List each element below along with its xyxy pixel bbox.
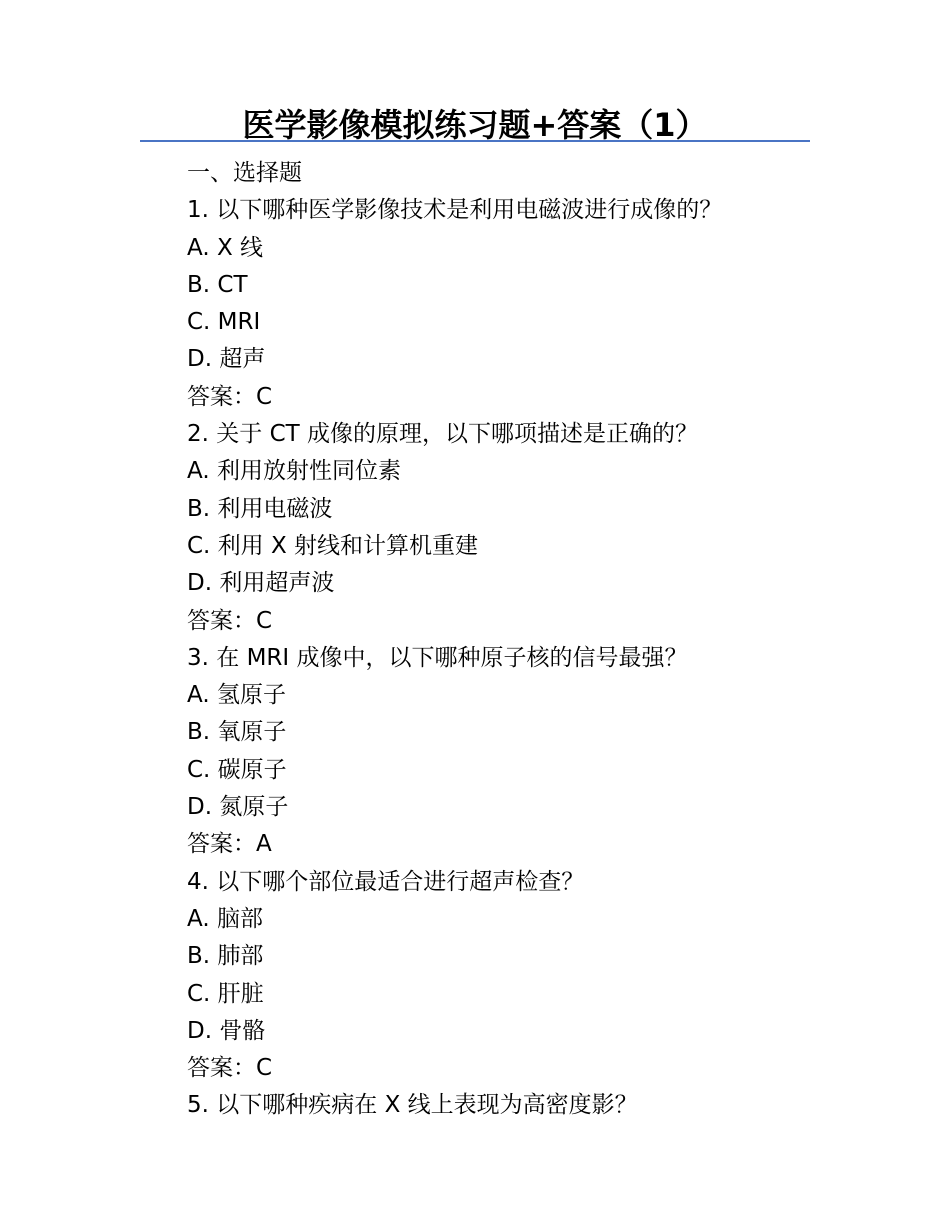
option-c: C. 利用 X 射线和计算机重建 bbox=[187, 532, 479, 559]
answer-line: 答案：C bbox=[187, 383, 273, 410]
option-a: A. 脑部 bbox=[187, 905, 263, 932]
page-title bbox=[140, 100, 810, 142]
option-b: B. CT bbox=[187, 271, 248, 298]
document-body bbox=[187, 155, 827, 1125]
option-d: D. 超声 bbox=[187, 346, 266, 373]
option-c: C. 肝脏 bbox=[187, 980, 264, 1007]
page-title-text: 医学影像模拟练习题+答案（1） bbox=[242, 106, 708, 144]
question-block bbox=[187, 1087, 827, 1124]
section-heading: 一、选择题 bbox=[187, 160, 302, 186]
question-stem: 1. 以下哪种医学影像技术是利用电磁波进行成像的？ bbox=[187, 197, 723, 224]
option-d: D. 骨骼 bbox=[187, 1017, 266, 1044]
question-block bbox=[187, 864, 827, 1088]
option-c: C. 碳原子 bbox=[187, 756, 287, 783]
question-block bbox=[187, 192, 827, 416]
question-stem: 5. 以下哪种疾病在 X 线上表现为高密度影？ bbox=[187, 1092, 638, 1119]
question-block bbox=[187, 640, 827, 864]
option-a: A. X 线 bbox=[187, 234, 264, 261]
option-d: D. 氮原子 bbox=[187, 794, 289, 821]
option-b: B. 肺部 bbox=[187, 943, 264, 970]
option-b: B. 氧原子 bbox=[187, 719, 287, 746]
option-b: B. 利用电磁波 bbox=[187, 495, 333, 522]
answer-line: 答案：A bbox=[187, 831, 272, 858]
answer-line: 答案：C bbox=[187, 607, 273, 634]
option-c: C. MRI bbox=[187, 309, 261, 336]
question-block bbox=[187, 416, 827, 640]
question-stem: 2. 关于 CT 成像的原理，以下哪项描述是正确的？ bbox=[187, 421, 698, 448]
question-stem: 4. 以下哪个部位最适合进行超声检查？ bbox=[187, 868, 585, 895]
option-d: D. 利用超声波 bbox=[187, 570, 335, 597]
answer-line: 答案：C bbox=[187, 1055, 273, 1082]
question-stem: 3. 在 MRI 成像中，以下哪种原子核的信号最强？ bbox=[187, 644, 688, 671]
option-a: A. 利用放射性同位素 bbox=[187, 458, 401, 485]
option-a: A. 氢原子 bbox=[187, 682, 286, 709]
